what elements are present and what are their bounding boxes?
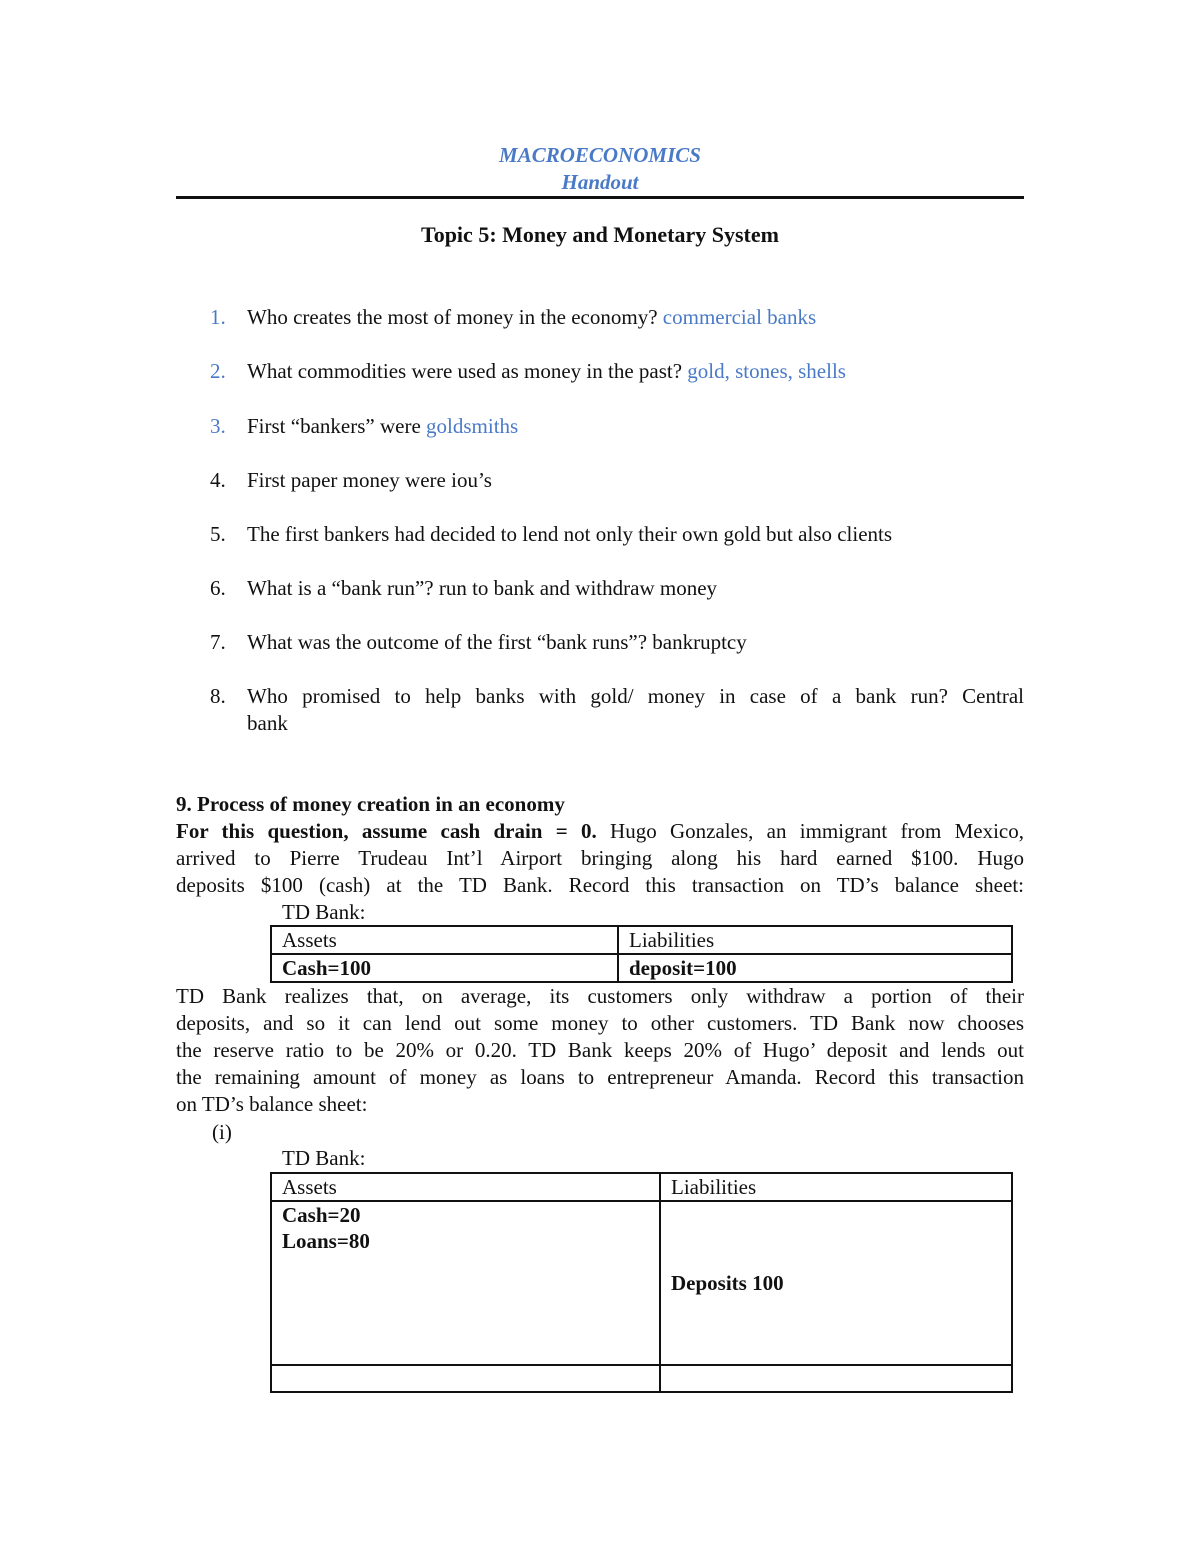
answer-text: goldsmiths xyxy=(426,414,519,438)
assets-value: Cash=100 xyxy=(271,954,618,982)
paragraph-line: on TD’s balance sheet: xyxy=(176,1092,368,1116)
paragraph-line: deposits, and so it can lend out some money to other customers. TD Bank now chooses xyxy=(176,1011,1024,1035)
sub-label: (i) xyxy=(212,1120,232,1144)
item-number: 3. xyxy=(210,414,226,438)
item-number: 7. xyxy=(210,630,226,654)
item-number: 6. xyxy=(210,576,226,600)
table-label: TD Bank: xyxy=(282,1146,366,1170)
header-rule xyxy=(176,196,1024,199)
liabilities-value: Deposits 100 xyxy=(660,1201,1012,1365)
assets-value: Cash=20 xyxy=(282,1203,361,1227)
question-text: What was the outcome of the first “bank runs”? bankruptcy xyxy=(247,630,747,654)
question-text: First paper money were iou’s xyxy=(247,468,492,492)
assets-cell xyxy=(271,1201,660,1365)
handout-subtitle: Handout xyxy=(561,170,639,194)
liabilities-value: deposit=100 xyxy=(618,954,1012,982)
q9-block xyxy=(176,791,1024,899)
q9-assumption: For this question, assume cash drain = 0. xyxy=(176,819,597,843)
empty-cell xyxy=(271,1365,660,1392)
question-text-continued: bank xyxy=(247,711,288,735)
assets-header: Assets xyxy=(271,926,618,954)
liabilities-header: Liabilities xyxy=(660,1173,1012,1201)
item-number: 4. xyxy=(210,468,226,492)
empty-cell xyxy=(660,1365,1012,1392)
assets-value: Loans=80 xyxy=(282,1229,370,1253)
q9-text: Hugo Gonzales, an immigrant from Mexico, xyxy=(610,819,1025,843)
question-text: What commodities were used as money in the past? xyxy=(247,359,683,383)
item-number: 2. xyxy=(210,359,226,383)
course-title: MACROECONOMICS xyxy=(499,143,701,167)
q9-text: deposits $100 (cash) at the TD Bank. Record this transaction on TD’s balance sheet: xyxy=(176,873,1024,897)
liabilities-header: Liabilities xyxy=(618,926,1012,954)
balance-sheet-table xyxy=(270,1172,1013,1393)
item-number: 1. xyxy=(210,305,226,329)
assets-header: Assets xyxy=(271,1173,660,1201)
table-label: TD Bank: xyxy=(282,900,366,924)
balance-sheet-table xyxy=(270,925,1013,983)
question-text: First “bankers” were xyxy=(247,414,421,438)
question-text: Who creates the most of money in the economy? xyxy=(247,305,658,329)
item-number: 5. xyxy=(210,522,226,546)
q9-text: arrived to Pierre Trudeau Int’l Airport bringing along his hard earned $100. Hugo xyxy=(176,846,1024,870)
paragraph-line: TD Bank realizes that, on average, its customers only withdraw a portion of their xyxy=(176,984,1024,1008)
question-text: What is a “bank run”? run to bank and withdraw money xyxy=(247,576,718,600)
q9-heading: 9. Process of money creation in an economy xyxy=(176,792,565,816)
item-number: 8. xyxy=(210,684,226,708)
paragraph-line: the reserve ratio to be 20% or 0.20. TD Bank keeps 20% of Hugo’ deposit and lends out xyxy=(176,1038,1024,1062)
question-text: The first bankers had decided to lend not only their own gold but also clients xyxy=(247,522,893,546)
reserve-paragraph xyxy=(176,983,1024,1118)
question-text: Who promised to help banks with gold/ money in case of a bank run? Central xyxy=(247,684,1024,708)
paragraph-line: the remaining amount of money as loans to entrepreneur Amanda. Record this transaction xyxy=(176,1065,1024,1089)
answer-text: gold, stones, shells xyxy=(687,359,846,383)
topic-title: Topic 5: Money and Monetary System xyxy=(421,222,779,247)
answer-text: commercial banks xyxy=(662,305,817,329)
